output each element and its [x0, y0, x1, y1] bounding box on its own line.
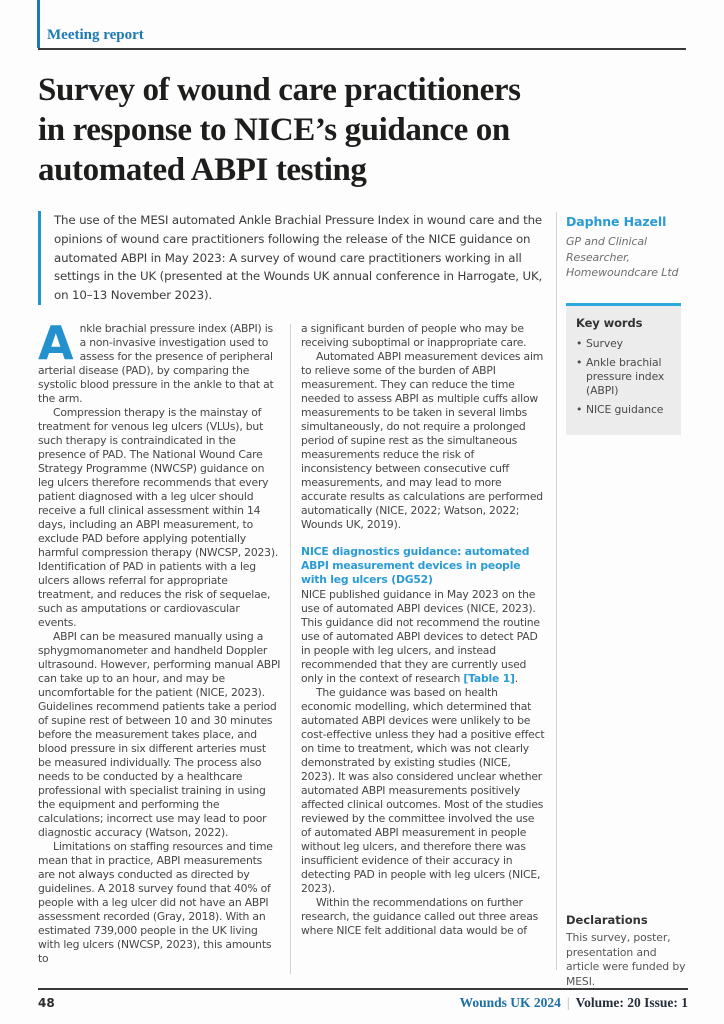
keyword-item: • Survey — [576, 337, 672, 351]
body-column-left — [38, 316, 281, 966]
paragraph-text: . — [514, 672, 518, 685]
page-number: 48 — [38, 996, 55, 1010]
paragraph: a significant burden of people who may be receiving suboptimal or inappropriate care. — [301, 322, 527, 349]
column-divider — [290, 324, 291, 974]
section-kicker: Meeting report — [47, 27, 144, 43]
paragraph-text: NICE published guidance in May 2023 on the use of automated ABPI devices (NICE, 2023). This guidance did not recommend the routine use of automated ABPI devices to detect PAD in people with leg ulcers, and instead recommended that they are currently used only in the context of research — [301, 588, 540, 685]
section-heading: NICE diagnostics guidance: automated ABPI measurement devices in people with leg ulcers (DG52) — [301, 545, 530, 586]
paragraph — [38, 316, 281, 406]
declarations-heading: Declarations — [566, 913, 648, 927]
author-affiliation: GP and Clinical Researcher, Homewoundcare Ltd — [566, 235, 679, 279]
keyword-item: • Ankle brachial pressure index (ABPI) — [576, 356, 672, 398]
kicker-accent-bar — [37, 0, 40, 48]
journal-name: Wounds UK 2024 — [459, 995, 561, 1010]
footer-separator: | — [566, 995, 570, 1010]
paragraph: The guidance was based on health economic modelling, which determined that automated ABPI devices were unlikely to be cost-effective unless they had a positive effect on time to treatment, which was not clearly demonstrated by existing studies (NICE, 2023). It was also considered unclear whether automated ABPI measurements positively affected clinical outcomes. Most of the studies reviewed by the committee involved the use of automated ABPI measurement in people without leg ulcers, and therefore there was insufficient evidence of their accuracy in detecting PAD in people with leg ulcers (NICE, 2023). — [301, 686, 545, 895]
paragraph: Limitations on staffing resources and time mean that in practice, ABPI measurements are not always conducted as directed by guidelines. A 2018 survey found that 40% of people with a leg ulcer did not have an ABPI assessment recorded (Gray, 2018). With an estimated 739,000 people in the UK living with leg ulcers (NWCSP, 2023), this amounts to — [38, 840, 273, 965]
keywords-list — [576, 337, 672, 417]
keywords-box — [566, 303, 681, 435]
paragraph: Automated ABPI measurement devices aim to relieve some of the burden of ABPI measurement. They can reduce the time needed to assess ABPI as multiple cuffs allow measurements to be taken in several limbs simultaneously, do not require a prolonged period of supine rest as the simultaneous measurements reduce the risk of inconsistency between consecutive cuff measurements, and may lead to more accurate results as calculations are performed automatically (NICE, 2022; Watson, 2022; Wounds UK, 2019). — [301, 350, 544, 531]
paragraph: ABPI can be measured manually using a sphygmomanometer and handheld Doppler ultrasound. However, performing manual ABPI can take up to an hour, and may be uncomfortable for the patient (NICE, 2023). Guidelines recommend patients take a period of supine rest of between 10 and 30 minutes before the measurement takes place, and blood pressure in six different arteries must be measured individually. The process also needs to be conducted by a healthcare professional with specialist training in using the equipment and performing the calculations; incorrect use may lead to poor diagnostic accuracy (Watson, 2022). — [38, 630, 281, 839]
declarations-text: This survey, poster, presentation and article were funded by MESI. — [566, 931, 686, 988]
abstract: The use of the MESI automated Ankle Brachial Pressure Index in wound care and the opinions of wound care practitioners following the release of the NICE guidance on automated ABPI in May 2023: A survey of wound care practitioners working in all settings in the UK (presented at the Wounds UK annual conference in Harrogate, UK, on 10–13 November 2023). — [38, 211, 546, 305]
sidebar — [566, 214, 686, 435]
header-rule — [38, 48, 686, 50]
footer-rule — [38, 988, 688, 990]
title-line-2: in response to NICE’s guidance on — [38, 112, 510, 148]
volume-issue: Volume: 20 Issue: 1 — [575, 995, 688, 1010]
body-column-right — [301, 322, 546, 938]
author-name: Daphne Hazell — [566, 214, 667, 229]
table-1-reference-link[interactable]: [Table 1] — [463, 672, 515, 685]
keywords-heading: Key words — [576, 315, 643, 330]
paragraph: Compression therapy is the mainstay of treatment for venous leg ulcers (VLUs), but such therapy is contraindicated in the presence of PAD. The National Wound Care Strategy Programme (NWCSP) guidance on leg ulcers therefore recommends that every patient diagnosed with a leg ulcer should receive a full clinical assessment within 14 days, including an ABPI measurement, to exclude PAD before applying potentially harmful compression therapy (NWCSP, 2023). Identification of PAD in patients with a leg ulcers allows referral for appropriate treatment, and reduces the risk of sequelae, such as amputations or cardiovascular events. — [38, 406, 279, 629]
paragraph — [301, 588, 546, 686]
drop-cap: A — [38, 316, 74, 370]
declarations-block — [566, 913, 691, 989]
article-body — [38, 316, 546, 980]
keyword-item: • NICE guidance — [576, 403, 672, 417]
paragraph-text: nkle brachial pressure index (ABPI) is a non-invasive investigation used to assess for the presence of peripheral arterial disease (PAD), by comparing the systolic blood pressure in the ankle to that at the arm. — [38, 322, 274, 405]
title-line-3: automated ABPI testing — [38, 152, 367, 188]
footer-journal-info — [460, 995, 688, 1011]
page-title — [38, 70, 698, 190]
title-line-1: Survey of wound care practitioners — [38, 72, 521, 108]
sidebar-divider — [556, 212, 557, 970]
paragraph: Within the recommendations on further research, the guidance called out three areas where NICE felt additional data would be of — [301, 896, 539, 937]
